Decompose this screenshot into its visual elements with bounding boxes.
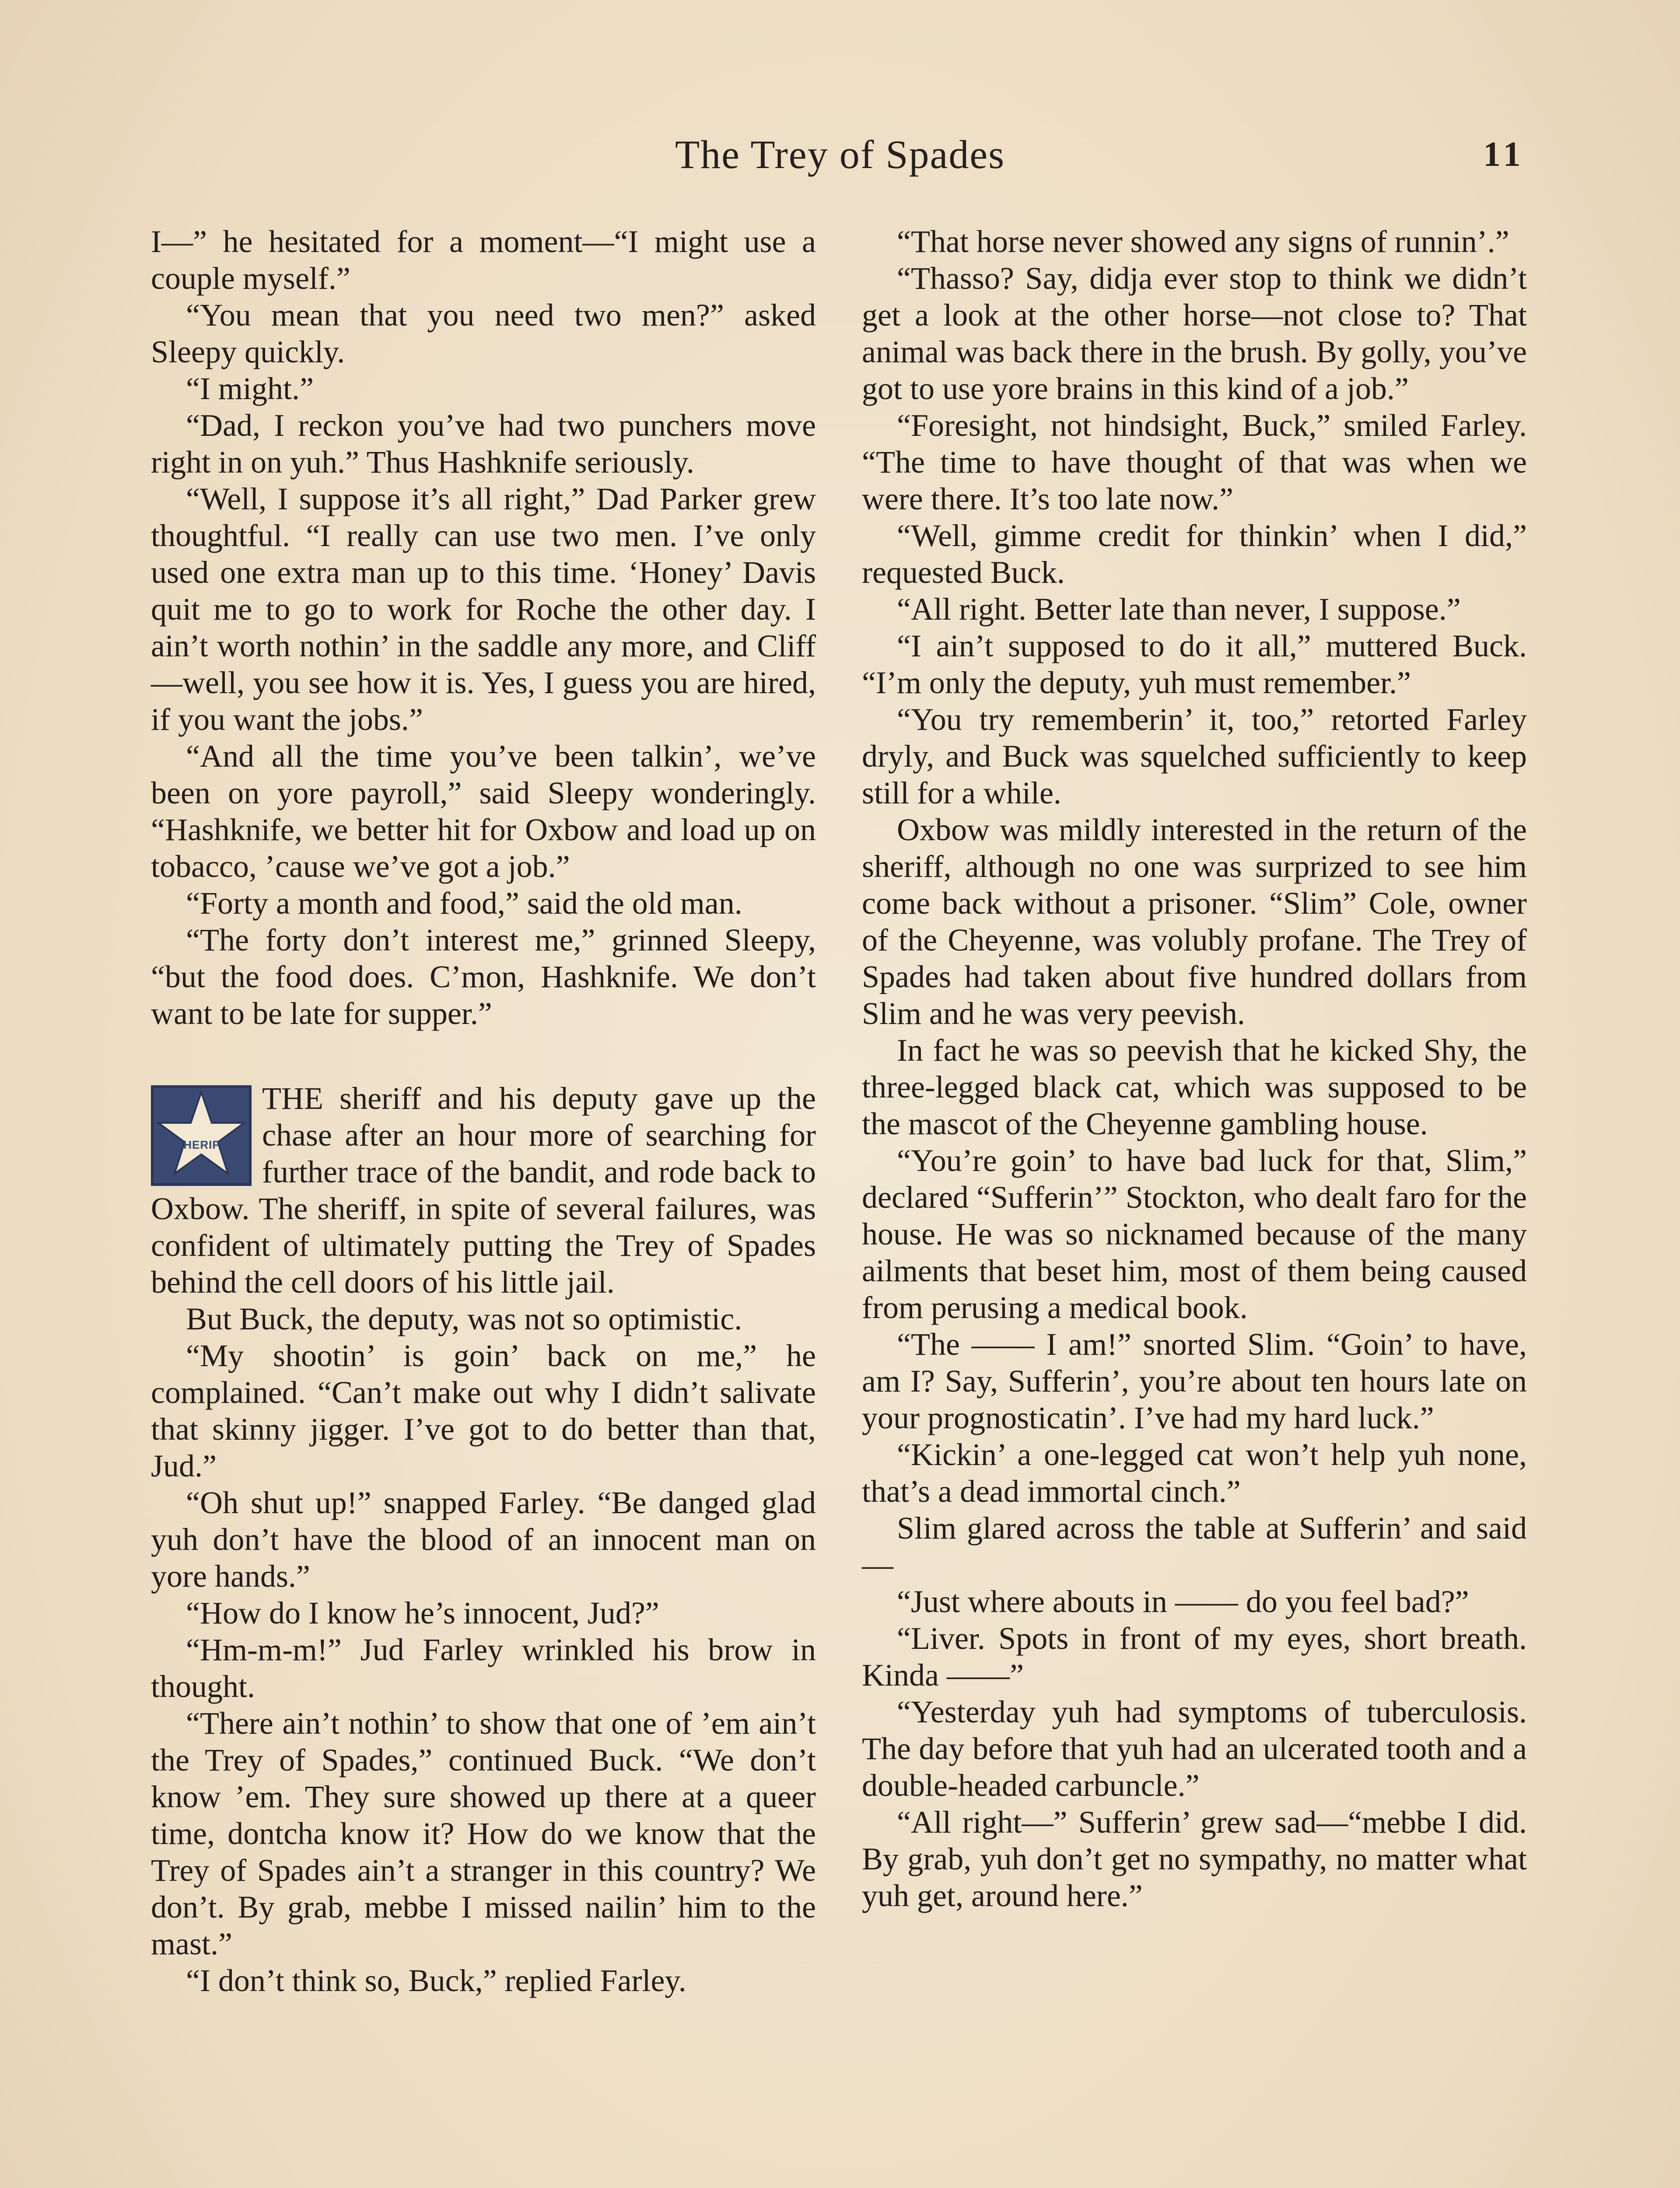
paragraph: Slim glared across the table at Sufferin’ and said— <box>862 1511 1527 1582</box>
paragraph: I—” he hesitated for a moment—“I might use a couple myself.” <box>151 224 816 296</box>
paragraph: “All right—” Sufferin’ grew sad—“mebbe I did. By grab, yuh don’t get no sympathy, no matter what yuh get, around here.” <box>862 1805 1527 1913</box>
paragraph: “Yesterday yuh had symptoms of tuberculosis. The day before that yuh had an ulcerated tooth and a double-headed carbuncle.” <box>862 1694 1527 1803</box>
paragraph: “Forty a month and food,” said the old man. <box>186 886 742 921</box>
paragraph: “There ain’t nothin’ to show that one of ’em ain’t the Trey of Spades,” continued Buck. “We don’t know ’em. They sure showed up there at a queer time, dontcha know it? How do we know that the Trey of Spades ain’t a stranger in this country? We don’t. By grab, mebbe I missed nailin’ him to the mast.” <box>151 1706 816 1961</box>
paragraph: “How do I know he’s innocent, Jud?” <box>186 1595 659 1630</box>
left-column <box>151 223 816 1999</box>
paragraph: Oxbow was mildly interested in the return of the sheriff, although no one was surprized to see him come back without a prisoner. “Slim” Cole, owner of the Cheyenne, was volubly profane. The Trey of Spades had taken about five hundred dollars from Slim and he was very peevish. <box>862 812 1527 1031</box>
paragraph: “I ain’t supposed to do it all,” muttered Buck. “I’m only the deputy, yuh must remember.” <box>862 628 1527 700</box>
section-break <box>151 1032 816 1080</box>
paragraph: “You mean that you need two men?” asked Sleepy quickly. <box>151 298 816 369</box>
paragraph: “The forty don’t interest me,” grinned Sleepy, “but the food does. C’mon, Hashknife. We don’t want to be late for supper.” <box>151 922 816 1031</box>
paragraph: “Oh shut up!” snapped Farley. “Be danged glad yuh don’t have the blood of an innocent man on yore hands.” <box>151 1485 816 1594</box>
badge-label: SHERIFF <box>175 1138 228 1151</box>
paragraph: “Thasso? Say, didja ever stop to think we didn’t get a look at the other horse—not close to? That animal was back there in the brush. By golly, you’ve got to use yore brains in this kind of a job.” <box>862 261 1527 406</box>
paragraph: “You’re goin’ to have bad luck for that, Slim,” declared “Sufferin’” Stockton, who dealt faro for the house. He was so nicknamed because of the many ailments that beset him, most of them being caused from perusing a medical book. <box>862 1143 1527 1325</box>
paragraph: “I don’t think so, Buck,” replied Farley. <box>186 1963 686 1998</box>
paragraph: “Just where abouts in —— do you feel bad?” <box>897 1584 1469 1619</box>
paragraph: “That horse never showed any signs of runnin’.” <box>897 224 1509 259</box>
paragraph: “You try rememberin’ it, too,” retorted Farley dryly, and Buck was squelched sufficiently to keep still for a while. <box>862 702 1527 810</box>
paragraph: “Liver. Spots in front of my eyes, short breath. Kinda ——” <box>862 1621 1527 1693</box>
paragraph: “My shootin’ is goin’ back on me,” he complained. “Can’t make out why I didn’t salivate that skinny jigger. I’ve got to do better than that, Jud.” <box>151 1338 816 1483</box>
running-title: The Trey of Spades <box>675 132 1005 177</box>
paragraph: But Buck, the deputy, was not so optimistic. <box>186 1301 742 1336</box>
right-column <box>862 223 1527 1914</box>
paragraph: “And all the time you’ve been talkin’, we’ve been on yore payroll,” said Sleepy wonderingly. “Hashknife, we better hit for Oxbow and load up on tobacco, ’cause we’ve got a job.” <box>151 739 816 884</box>
paragraph: “Well, gimme credit for thinkin’ when I did,” requested Buck. <box>862 518 1527 590</box>
paragraph: “Hm-m-m!” Jud Farley wrinkled his brow in thought. <box>151 1632 816 1704</box>
paragraph: In fact he was so peevish that he kicked Shy, the three-legged black cat, which was supposed to be the mascot of the Cheyenne gambling house. <box>862 1033 1527 1141</box>
paragraph: “The —— I am!” snorted Slim. “Goin’ to have, am I? Say, Sufferin’, you’re about ten hours late on your prognosticatin’. I’ve had my hard luck.” <box>862 1327 1527 1435</box>
page-number: 11 <box>1483 135 1525 174</box>
paragraph: “Kickin’ a one-legged cat won’t help yuh none, that’s a dead immortal cinch.” <box>862 1437 1527 1509</box>
paragraph: “Foresight, not hindsight, Buck,” smiled Farley. “The time to have thought of that was when we were there. It’s too late now.” <box>862 408 1527 516</box>
paragraph: “Dad, I reckon you’ve had two punchers move right in on yuh.” Thus Hashknife seriously. <box>151 408 816 480</box>
paragraph: “I might.” <box>186 371 314 406</box>
paragraph: “Well, I suppose it’s all right,” Dad Parker grew thoughtful. “I really can use two men. I’ve only used one extra man up to this time. ‘Honey’ Davis quit me to go to work for Roche the other day. I ain’t worth nothin’ in the saddle any more, and Cliff—well, you see how it is. Yes, I guess you are hired, if you want the jobs.” <box>151 481 816 737</box>
section-opening-paragraph: THE sheriff and his deputy gave up the chase after an hour more of searching for further trace of the bandit, and rode back to Oxbow. The sheriff, in spite of several failures, was confident of ultimately putting the Trey of Spades behind the cell doors of his little jail. <box>151 1081 816 1300</box>
paragraph: “All right. Better late than never, I suppose.” <box>897 592 1461 627</box>
sheriff-badge-drop-cap-icon <box>151 1085 252 1186</box>
